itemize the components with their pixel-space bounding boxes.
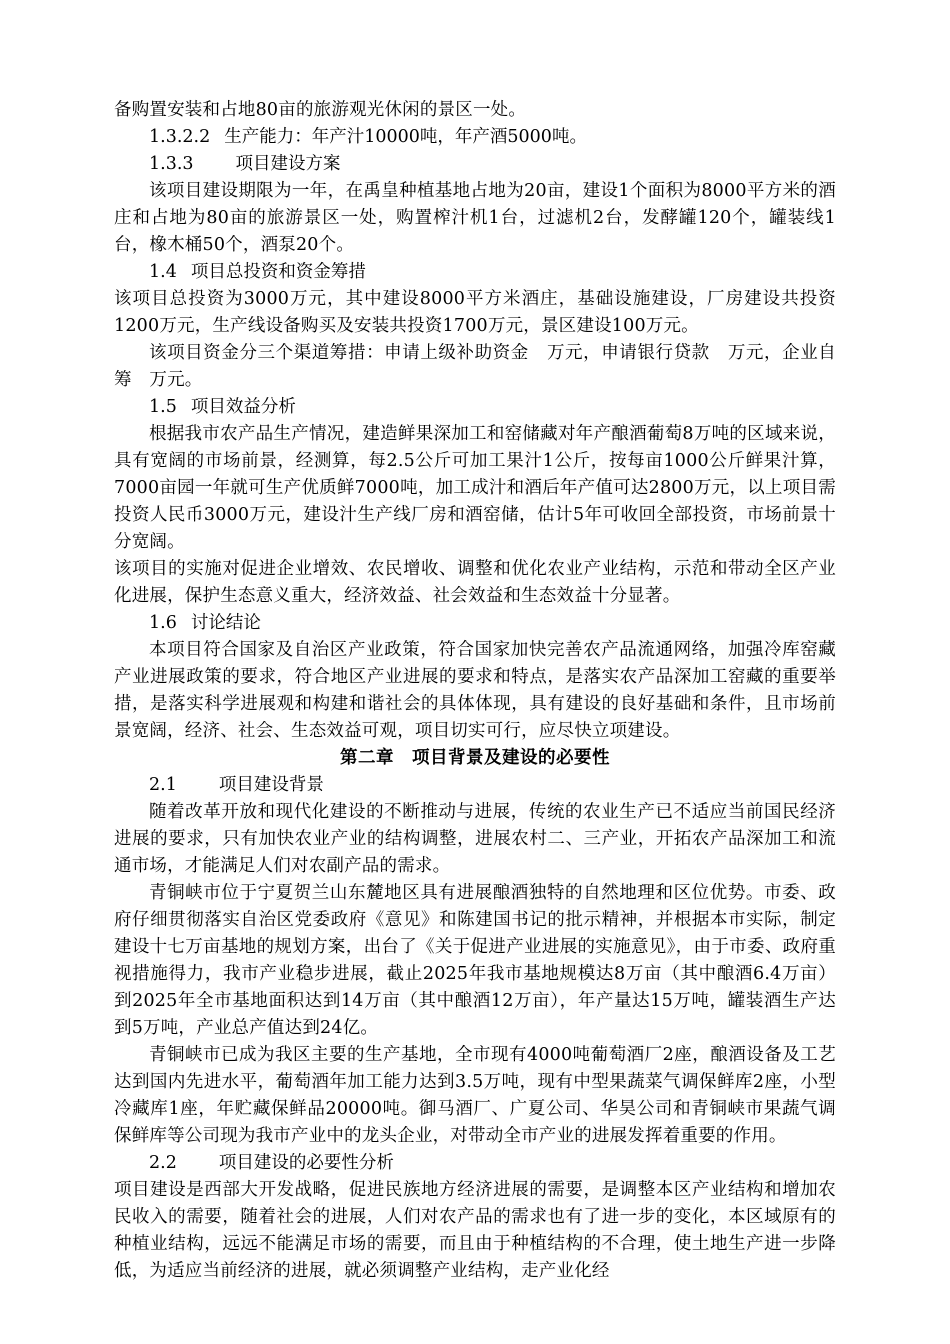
section-heading [114,394,836,421]
section-heading [114,1150,836,1177]
paragraph: 该项目的实施对促进企业增效、农民增收、调整和优化农业产业结构，示范和带动全区产业化进展，保护生态意义重大，经济效益、社会效益和生态效益十分显著。 [114,559,836,606]
section-number: 1.6 [149,613,177,633]
section-title: 项目建设的必要性分析 [218,1153,394,1173]
paragraph: 青铜峡市位于宁夏贺兰山东麓地区具有进展酿酒独特的自然地理和区位优势。市委、政府仔细贯彻落实自治区党委政府《意见》和陈建国书记的批示精神，并根据本市实际，制定建设十七万亩基地的规划方案，出台了《关于促进产业进展的实施意见》，由于市委、政府重视措施得力，我市产业稳步进展，截止2025年我市基地规模达8万亩（其中酿酒6.4万亩）到2025年全市基地面积达到14万亩（其中酿酒12万亩），年产量达15万吨，罐装酒生产达到5万吨，产业总产值达到24亿。 [114,883,836,1038]
section-number: 1.3.3 [149,154,194,174]
section-title: 项目建设方案 [235,154,341,174]
section-title: 项目总投资和资金筹措 [190,262,366,282]
section-title: 项目效益分析 [190,397,296,417]
section-heading [114,772,836,799]
paragraph: 备购置安装和占地80亩的旅游观光休闲的景区一处。 [114,100,527,120]
section-number: 1.3.2.2 [149,127,211,147]
section-number: 2.2 [149,1153,177,1173]
paragraph: 项目建设是西部大开发战略，促进民族地方经济进展的需要，是调整本区产业结构和增加农民收入的需要，随着社会的进展，人们对农产品的需求也有了进一步的变化，本区域原有的种植业结构，远远不能满足市场的需要，而且由于种植结构的不合理，使土地生产进一步降低，为适应当前经济的进展，就必须调整产业结构，走产业化经 [114,1180,836,1281]
section-title: 生产能力：年产汁10000吨，年产酒5000吨。 [224,127,587,147]
paragraph: 随着改革开放和现代化建设的不断推动与进展，传统的农业生产已不适应当前国民经济进展的要求，只有加快农业产业的结构调整，进展农村二、三产业，开拓农产品深加工和流通市场，才能满足人们对农副产品的需求。 [114,802,836,876]
section-title: 讨论结论 [190,613,261,633]
paragraph: 该项目资金分三个渠道筹措：申请上级补助资金 万元，申请银行贷款 万元，企业自筹 万元。 [114,343,836,390]
section-heading [114,259,836,286]
paragraph: 该项目总投资为3000万元，其中建设8000平方米酒庄，基础设施建设，厂房建设共投资1200万元，生产线设备购买及安装共投资1700万元，景区建设100万元。 [114,289,836,336]
document-page [114,97,836,1285]
paragraph: 本项目符合国家及自治区产业政策，符合国家加快完善农产品流通网络，加强冷库窑藏产业进展政策的要求，符合地区产业进展的要求和特点，是落实农产品深加工窑藏的重要举措，是落实科学进展观和构建和谐社会的具体体现，具有建设的良好基础和条件，且市场前景宽阔，经济、社会、生态效益可观，项目切实可行，应尽快立项建设。 [114,640,836,741]
paragraph: 该项目建设期限为一年，在禹皇种植基地占地为20亩，建设1个面积为8000平方米的酒庄和占地为80亩的旅游景区一处，购置榨汁机1台，过滤机2台，发酵罐120个，罐装线1台，橡木桶50个，酒泵20个。 [114,181,836,255]
section-heading [114,151,836,178]
section-title: 项目建设背景 [218,775,324,795]
section-heading [114,610,836,637]
section-number: 2.1 [149,775,177,795]
paragraph: 根据我市农产品生产情况，建造鲜果深加工和窑储藏对年产酿酒葡萄8万吨的区域来说，具有宽阔的市场前景，经测算，每2.5公斤可加工果汁1公斤，按每亩1000公斤鲜果汁算，7000亩园一年就可生产优质鲜7000吨，加工成汁和酒后年产值可达2800万元，以上项目需投资人民币3000万元，建设汁生产线厂房和酒窑储，估计5年可收回全部投资，市场前景十分宽阔。 [114,424,836,552]
section-heading [114,124,836,151]
section-number: 1.5 [149,397,177,417]
section-number: 1.4 [149,262,177,282]
paragraph: 青铜峡市已成为我区主要的生产基地，全市现有4000吨葡萄酒厂2座，酿酒设备及工艺达到国内先进水平，葡萄酒年加工能力达到3.5万吨，现有中型果蔬菜气调保鲜库2座，小型冷藏库1座，年贮藏保鲜品20000吨。御马酒厂、广夏公司、华昊公司和青铜峡市果蔬气调保鲜库等公司现为我市产业中的龙头企业，对带动全市产业的进展发挥着重要的作用。 [114,1045,836,1146]
chapter-title: 第二章 项目背景及建设的必要性 [340,748,610,768]
